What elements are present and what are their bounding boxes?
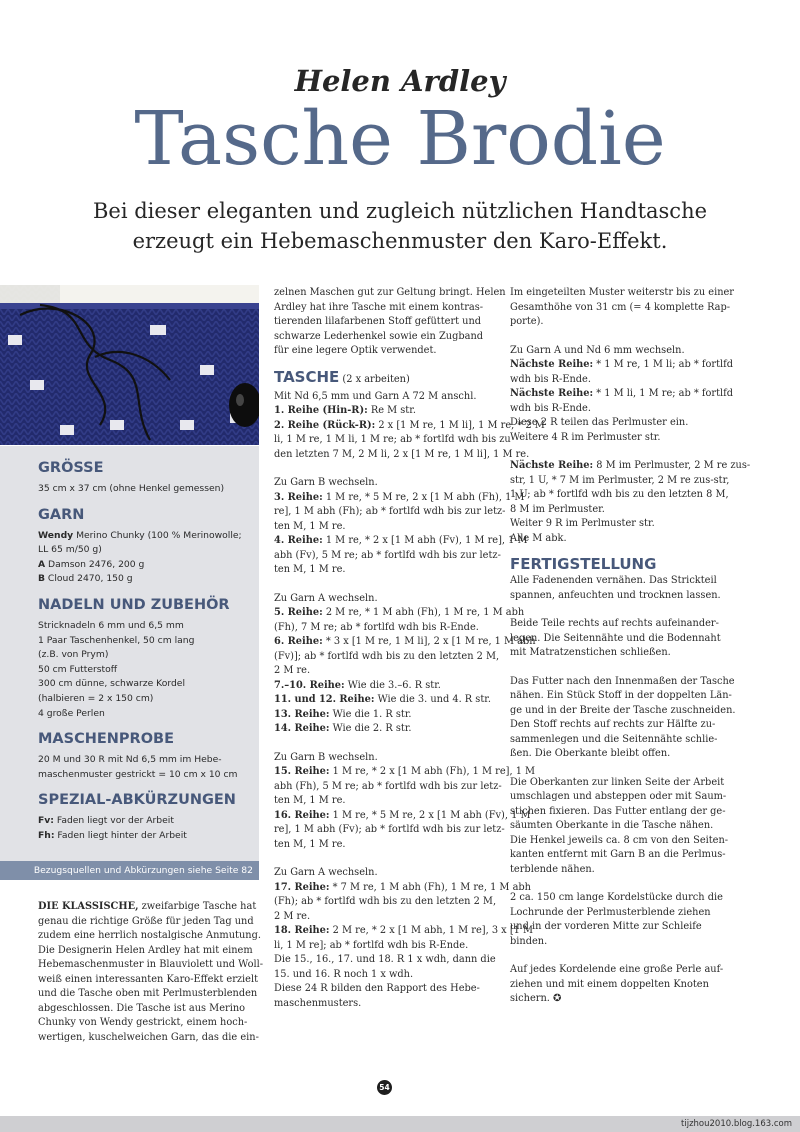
knitted-bag-image xyxy=(0,285,259,445)
text-line: legen. Die Seitennähte und die Bodennaht xyxy=(510,632,721,644)
designer-name: Helen Ardley xyxy=(294,64,506,98)
intro-column xyxy=(38,900,264,1045)
row-label: 15. Reihe: xyxy=(274,766,330,777)
text-line: (Fv)]; ab * fortlfd wdh bis zu den letzten 2 M, xyxy=(274,650,500,662)
subtitle-line: erzeugt ein Hebemaschenmuster den Karo-Effekt. xyxy=(132,229,668,253)
text-line: Diese 24 R bilden den Rapport des Hebe- xyxy=(274,983,480,994)
text-line: für eine legere Optik verwendet. xyxy=(274,345,437,356)
row-label: Nächste Reihe: xyxy=(510,460,594,471)
finishing-heading: FERTIGSTELLUNG xyxy=(510,555,657,573)
intro-line: und die Tasche oben mit Perlmusterblenden xyxy=(38,988,258,999)
needles-line: (halbieren = 2 x 150 cm) xyxy=(38,692,154,704)
text-line: 2 M re. xyxy=(274,910,311,922)
finishing-p4 xyxy=(510,776,750,878)
row-text: 1 M re, * 2 x [1 M abh (Fv), 1 M re], 1 M xyxy=(322,535,528,546)
row-text: 2 M re, * 2 x [1 M abh, 1 M re], 3 x [1 M xyxy=(329,925,534,936)
text-line: 1 U; ab * fortlfd wdh bis zu den letzten 8 M, xyxy=(510,489,729,500)
abbreviations-heading: SPEZIAL-ABKÜRZUNGEN xyxy=(38,792,236,809)
text-line: Diese 2 R teilen das Perlmuster ein. xyxy=(510,417,689,428)
text-line: sichern. xyxy=(510,993,550,1004)
text-line: Beide Teile rechts auf rechts aufeinander- xyxy=(510,618,719,629)
intro-line: abgeschlossen. Die Tasche ist aus Merino xyxy=(38,1002,246,1014)
needles-line: (z.B. von Prym) xyxy=(38,649,109,661)
text-line: (Fh), 7 M re; ab * fortlfd wdh bis R-Ende. xyxy=(274,621,479,633)
needles-line: 4 große Perlen xyxy=(38,707,105,719)
row-label: 4. Reihe: xyxy=(274,535,323,546)
finishing-p2 xyxy=(510,617,750,661)
needles-line: 50 cm Futterstoff xyxy=(38,663,118,675)
watermark: tijzhou2010.blog.163.com xyxy=(681,1119,792,1129)
text-line: Weiter 9 R im Perlmuster str. xyxy=(510,518,655,529)
text-line: Das Futter nach den Innenmaßen der Tasche xyxy=(510,675,735,687)
intro-continuation xyxy=(274,286,506,359)
text-line: wdh bis R-Ende. xyxy=(510,373,591,385)
text-line: nähen. Ein Stück Stoff in der doppelten Län- xyxy=(510,690,732,701)
text-line: umschlagen und absteppen oder mit Saum- xyxy=(510,791,727,802)
text-line: ten M, 1 M re. xyxy=(274,795,346,806)
finishing-p6 xyxy=(510,963,750,1007)
text-line: 2 ca. 150 cm lange Kordelstücke durch die xyxy=(510,892,723,903)
seed-stitch-section xyxy=(510,344,750,446)
abbr-fh-label: Fh: xyxy=(38,829,55,841)
row-label: 1. Reihe (Hin-R): xyxy=(274,405,368,416)
gauge-heading: MASCHENPROBE xyxy=(38,731,174,748)
row-text: 2 x [1 M re, 1 M li], 1 M re, * 2 M xyxy=(375,419,545,431)
needles-line: 300 cm dünne, schwarze Kordel xyxy=(38,678,185,690)
text-line: re], 1 M abh (Fh); ab * fortlfd wdh bis zur letz- xyxy=(274,506,506,517)
row-label: 18. Reihe: xyxy=(274,925,330,936)
text-line: sammenlegen und die Seitennähte schlie- xyxy=(510,733,718,745)
row-text: 1 M re, * 5 M re, 2 x [1 M abh (Fh), 1 M xyxy=(322,491,525,503)
subtitle xyxy=(40,196,760,256)
text-line: Die Henkel jeweils ca. 8 cm von den Seiten- xyxy=(510,834,729,846)
text-line: Zu Garn B wechseln. xyxy=(274,751,378,763)
yarn-heading: GARN xyxy=(38,506,85,523)
footer-bar xyxy=(0,1116,800,1132)
row-label: Nächste Reihe: xyxy=(510,388,594,399)
row-label: 3. Reihe: xyxy=(274,491,323,503)
row-text: * 1 M re, 1 M li; ab * fortlfd xyxy=(593,359,734,370)
text-line: ziehen und mit einem doppelten Knoten xyxy=(510,978,709,990)
intro-line: Hebemaschenmuster in Blauviolett und Woll- xyxy=(38,959,264,970)
text-line: schwarze Lederhenkel sowie ein Zugband xyxy=(274,330,484,342)
text-line: Den Stoff rechts auf rechts zur Hälfte zu- xyxy=(510,719,716,730)
abbr-fv-text: Faden liegt vor der Arbeit xyxy=(53,815,174,827)
size-heading: GRÖSSE xyxy=(38,460,104,476)
gauge-line: maschenmuster gestrickt = 10 cm x 10 cm xyxy=(38,768,238,780)
text-line: ten M, 1 M re. xyxy=(274,564,346,575)
text-line: Auf jedes Kordelende eine große Perle auf- xyxy=(510,964,724,975)
text-line: wdh bis R-Ende. xyxy=(510,402,591,414)
text-line: abh (Fv), 5 M re; ab * fortlfd wdh bis zur letz- xyxy=(274,549,501,561)
row-label: 17. Reihe: xyxy=(274,881,330,893)
row-text: 2 M re, * 1 M abh (Fh), 1 M re, 1 M abh xyxy=(322,607,525,618)
tasche-heading-text: TASCHE xyxy=(274,367,340,386)
text-line: li, 1 M re, 1 M li, 1 M re; ab * fortlfd wdh bis zu xyxy=(274,434,511,445)
needles-line: Stricknadeln 6 mm und 6,5 mm xyxy=(38,619,184,631)
yarn-line: Merino Chunky (100 % Merinowolle; xyxy=(73,529,242,541)
yarn-line: LL 65 m/50 g) xyxy=(38,544,102,556)
text-line: abh (Fh), 5 M re; ab * fortlfd wdh bis zur letz- xyxy=(274,780,502,792)
intro-line: zudem eine herrlich nostalgische Anmutung. xyxy=(38,930,261,941)
text-line: 15. und 16. R noch 1 x wdh. xyxy=(274,968,414,980)
row-label: 13. Reihe: xyxy=(274,708,330,720)
text-line: ten M, 1 M re. xyxy=(274,520,346,532)
tasche-rows-15-16 xyxy=(274,751,536,853)
eyelet-section xyxy=(510,459,750,546)
row-text: Wie die 3. und 4. R str. xyxy=(374,694,491,705)
row-text: * 1 M li, 1 M re; ab * fortlfd xyxy=(593,388,734,399)
text-line: 8 M im Perlmuster. xyxy=(510,503,605,515)
row-text: Wie die 1. R str. xyxy=(329,708,412,720)
text-line: binden. xyxy=(510,935,548,947)
needles-line: 1 Paar Taschenhenkel, 50 cm lang xyxy=(38,634,195,646)
text-line: Die Oberkanten zur linken Seite der Arbeit xyxy=(510,776,725,788)
text-line: Lochrunde der Perlmusterblende ziehen xyxy=(510,906,711,918)
text-line: Zu Garn B wechseln. xyxy=(274,477,378,488)
text-line: Weitere 4 R im Perlmuster str. xyxy=(510,431,661,443)
intro-line: Chunky von Wendy gestrickt, einem hoch- xyxy=(38,1017,248,1028)
finishing-p5 xyxy=(510,891,750,949)
text-line: stichen fixieren. Das Futter entlang der ge- xyxy=(510,805,726,817)
size-text: 35 cm x 37 cm (ohne Henkel gemessen) xyxy=(38,483,225,494)
text-line: Die 15., 16., 17. und 18. R 1 x wdh, dann die xyxy=(274,954,496,965)
intro-line: genau die richtige Größe für jeden Tag und xyxy=(38,915,254,927)
text-line: Im eingeteilten Muster weiterstr bis zu einer xyxy=(510,287,734,298)
text-line: tierenden lilafarbenen Stoff gefüttert und xyxy=(274,316,482,327)
abbr-fv-label: Fv: xyxy=(38,815,54,827)
text-line: terblende nähen. xyxy=(510,863,595,875)
intro-line: weiß einen interessanten Karo-Effekt erzielt xyxy=(38,973,259,985)
text-line: re], 1 M abh (Fv); ab * fortlfd wdh bis zur letz- xyxy=(274,824,505,835)
row-text: * 3 x [1 M re, 1 M li], 2 x [1 M re, 1 M abh xyxy=(322,636,536,647)
text-line: mit Matratzenstichen schließen. xyxy=(510,647,671,658)
abbr-fh-text: Faden liegt hinter der Arbeit xyxy=(54,829,187,841)
text-line: zelnen Maschen gut zur Geltung bringt. Helen xyxy=(274,287,506,298)
subtitle-line: Bei dieser eleganten und zugleich nützlichen Handtasche xyxy=(92,199,708,223)
text-line: Ardley hat ihre Tasche mit einem kontras- xyxy=(274,301,484,313)
row-label: 14. Reihe: xyxy=(274,723,330,734)
page-title: Tasche Brodie xyxy=(134,96,666,182)
intro-lead: DIE KLASSISCHE, xyxy=(38,901,139,912)
intro-line: Die Designerin Helen Ardley hat mit einem xyxy=(38,944,253,956)
finishing-column xyxy=(510,286,750,1021)
gauge-text xyxy=(38,753,251,782)
row-text: Wie die 3.–6. R str. xyxy=(344,679,441,691)
row-text: * 7 M re, 1 M abh (Fh), 1 M re, 1 M abh xyxy=(329,881,531,893)
text-line: 2 M re. xyxy=(274,665,311,676)
tasche-rows-1-2 xyxy=(274,390,545,463)
row-text: 8 M im Perlmuster, 2 M re zus- xyxy=(593,460,751,471)
row-label: Nächste Reihe: xyxy=(510,359,594,370)
yarn-b-label: B xyxy=(38,573,46,585)
row-label: 16. Reihe: xyxy=(274,809,330,821)
abbreviations-text xyxy=(38,814,251,843)
row-label: 11. und 12. Reihe: xyxy=(274,694,375,705)
yarn-b-text: Cloud 2470, 150 g xyxy=(45,573,133,585)
needles-text xyxy=(38,619,251,721)
yarn-text xyxy=(38,529,251,587)
row-label: 5. Reihe: xyxy=(274,607,323,618)
yarn-brand: Wendy xyxy=(38,529,74,541)
text-line: Gesamthöhe von 31 cm (= 4 komplette Rap- xyxy=(510,301,731,313)
text-line: spannen, anfeuchten und trocknen lassen. xyxy=(510,589,721,601)
row-label: 7.–10. Reihe: xyxy=(274,679,345,691)
tasche-heading xyxy=(274,367,498,390)
text-line: den letzten 7 M, 2 M li, 2 x [1 M re, 1 M li], 1 M re. xyxy=(274,448,530,460)
text-line: Alle M abk. xyxy=(510,532,567,544)
yarn-a-text: Damson 2476, 200 g xyxy=(45,558,145,570)
end-mark-icon: ✪ xyxy=(553,993,562,1004)
text-line: str, 1 U, * 7 M im Perlmuster, 2 M re zus-str, xyxy=(510,474,730,486)
text-line: säumten Oberkante in die Tasche nähen. xyxy=(510,820,714,831)
row-label: 2. Reihe (Rück-R): xyxy=(274,419,376,431)
sources-bar: Bezugsquellen und Abkürzungen siehe Seite 82 xyxy=(0,861,259,880)
row-label: 6. Reihe: xyxy=(274,636,323,647)
row-text: 1 M re, * 2 x [1 M abh (Fh), 1 M re], 1 M xyxy=(329,766,536,777)
text-line: Zu Garn A wechseln. xyxy=(274,867,378,878)
bag-photo xyxy=(0,285,259,445)
text-line: ge und in der Breite der Tasche zuschneiden. xyxy=(510,704,736,716)
text-line: maschenmusters. xyxy=(274,997,362,1009)
text-line: ßen. Die Oberkante bleibt offen. xyxy=(510,748,671,759)
finishing-p1 xyxy=(510,574,750,603)
materials-sidebar xyxy=(0,446,259,861)
intro-line: wertigen, kuschelweichen Garn, das die ein- xyxy=(38,1031,259,1043)
yarn-a-label: A xyxy=(38,558,46,570)
row-text: 1 M re, * 5 M re, 2 x [1 M abh (Fv), 1 M xyxy=(329,809,531,821)
page-number: 54 xyxy=(377,1080,392,1095)
pattern-continuation xyxy=(510,286,750,330)
text-line: und in der vorderen Mitte zur Schleife xyxy=(510,921,702,932)
tasche-rows-3-4 xyxy=(274,476,528,578)
text-line: Zu Garn A wechseln. xyxy=(274,592,378,604)
row-text: Re M str. xyxy=(367,405,416,416)
row-text: Wie die 2. R str. xyxy=(329,723,412,734)
text-line: Zu Garn A und Nd 6 mm wechseln. xyxy=(510,344,685,356)
text-line: Mit Nd 6,5 mm und Garn A 72 M anschl. xyxy=(274,390,477,402)
text-line: porte). xyxy=(510,316,544,327)
gauge-line: 20 M und 30 R mit Nd 6,5 mm im Hebe- xyxy=(38,754,222,766)
tasche-count: (2 x arbeiten) xyxy=(339,373,410,385)
text-line: ten M, 1 M re. xyxy=(274,838,346,850)
text-line: Alle Fadenenden vernähen. Das Strickteil xyxy=(510,575,717,586)
tasche-rows-5-14 xyxy=(274,592,536,737)
text-line: li, 1 M re]; ab * fortlfd wdh bis R-Ende. xyxy=(274,939,469,951)
needles-heading: NADELN UND ZUBEHÖR xyxy=(38,596,230,613)
finishing-p3 xyxy=(510,675,750,762)
intro-line: zweifarbige Tasche hat xyxy=(138,901,257,912)
text-line: kanten entfernt mit Garn B an die Perlmus- xyxy=(510,849,726,860)
text-line: (Fh); ab * fortlfd wdh bis zu den letzten 2 M, xyxy=(274,896,497,907)
